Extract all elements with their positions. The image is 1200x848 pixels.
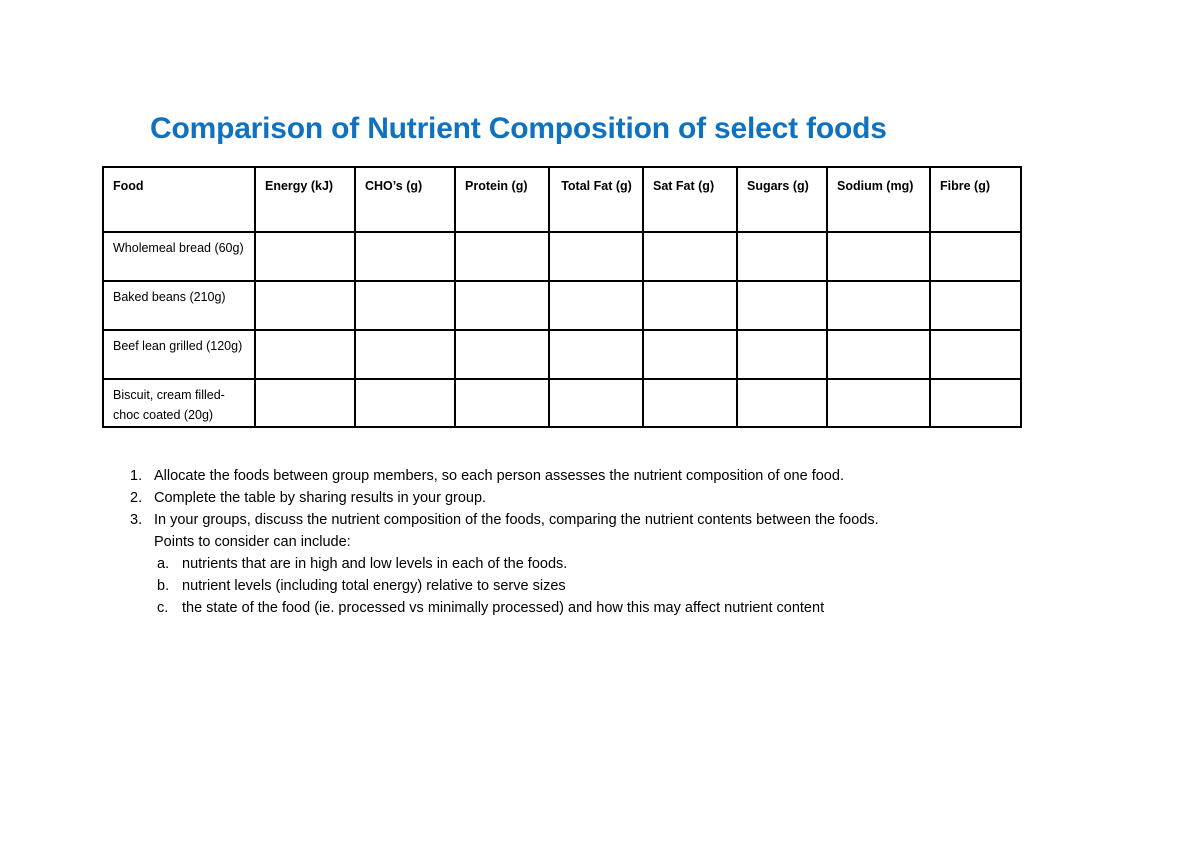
empty-cell[interactable]	[355, 379, 455, 427]
header-fibre: Fibre (g)	[930, 167, 1021, 232]
table-row	[103, 232, 1021, 281]
empty-cell[interactable]	[930, 330, 1021, 379]
empty-cell[interactable]	[549, 232, 643, 281]
sub-item-letter: c.	[157, 600, 169, 616]
empty-cell[interactable]	[355, 281, 455, 330]
nutrient-table	[102, 166, 1022, 428]
empty-cell[interactable]	[355, 232, 455, 281]
empty-cell[interactable]	[643, 330, 737, 379]
table-row	[103, 330, 1021, 379]
food-cell: Beef lean grilled (120g)	[103, 330, 255, 379]
header-cho: CHO’s (g)	[355, 167, 455, 232]
instruction-item	[130, 509, 1130, 553]
empty-cell[interactable]	[455, 379, 549, 427]
sub-item	[130, 575, 1130, 597]
instruction-text: Complete the table by sharing results in your group.	[154, 490, 487, 506]
empty-cell[interactable]	[827, 232, 930, 281]
instruction-subheading: Points to consider can include:	[154, 534, 351, 550]
instruction-sublist	[130, 553, 1130, 619]
empty-cell[interactable]	[549, 281, 643, 330]
food-cell: Baked beans (210g)	[103, 281, 255, 330]
instruction-item	[130, 487, 1130, 509]
table-row	[103, 281, 1021, 330]
instruction-number: 3.	[130, 512, 143, 528]
sub-item-letter: a.	[157, 556, 170, 572]
empty-cell[interactable]	[255, 281, 355, 330]
sub-item-text: nutrients that are in high and low levels in each of the foods.	[182, 556, 568, 572]
empty-cell[interactable]	[455, 281, 549, 330]
empty-cell[interactable]	[255, 330, 355, 379]
instruction-number: 2.	[130, 490, 143, 506]
sub-item-text: the state of the food (ie. processed vs minimally processed) and how this may affect nutrient content	[182, 600, 825, 616]
table-header-row	[103, 167, 1021, 232]
empty-cell[interactable]	[455, 330, 549, 379]
instruction-sublist-wrapper	[130, 553, 1130, 619]
empty-cell[interactable]	[827, 379, 930, 427]
empty-cell[interactable]	[643, 379, 737, 427]
header-protein: Protein (g)	[455, 167, 549, 232]
empty-cell[interactable]	[255, 232, 355, 281]
header-sat-fat: Sat Fat (g)	[643, 167, 737, 232]
empty-cell[interactable]	[255, 379, 355, 427]
page-title: Comparison of Nutrient Composition of select foods	[150, 112, 887, 145]
food-cell: Wholemeal bread (60g)	[103, 232, 255, 281]
empty-cell[interactable]	[455, 232, 549, 281]
sub-item	[130, 553, 1130, 575]
instruction-number: 1.	[130, 468, 143, 484]
header-food: Food	[103, 167, 255, 232]
empty-cell[interactable]	[355, 330, 455, 379]
empty-cell[interactable]	[737, 330, 827, 379]
instruction-text: In your groups, discuss the nutrient composition of the foods, comparing the nutrient contents between the foods.	[154, 512, 879, 528]
sub-item-letter: b.	[157, 578, 170, 594]
empty-cell[interactable]	[827, 330, 930, 379]
empty-cell[interactable]	[737, 232, 827, 281]
header-sugars: Sugars (g)	[737, 167, 827, 232]
instruction-list	[130, 465, 1130, 619]
empty-cell[interactable]	[643, 281, 737, 330]
sub-item	[130, 597, 1130, 619]
table-row	[103, 379, 1021, 427]
empty-cell[interactable]	[930, 232, 1021, 281]
sub-item-text: nutrient levels (including total energy) relative to serve sizes	[182, 578, 566, 594]
header-total-fat: Total Fat (g)	[549, 167, 643, 232]
empty-cell[interactable]	[930, 281, 1021, 330]
empty-cell[interactable]	[737, 281, 827, 330]
header-sodium: Sodium (mg)	[827, 167, 930, 232]
empty-cell[interactable]	[737, 379, 827, 427]
empty-cell[interactable]	[643, 232, 737, 281]
instruction-item	[130, 465, 1130, 487]
header-energy: Energy (kJ)	[255, 167, 355, 232]
empty-cell[interactable]	[549, 330, 643, 379]
empty-cell[interactable]	[549, 379, 643, 427]
empty-cell[interactable]	[930, 379, 1021, 427]
food-cell: Biscuit, cream filled-choc coated (20g)	[103, 379, 255, 427]
instruction-text: Allocate the foods between group members, so each person assesses the nutrient composition of one food.	[154, 468, 844, 484]
empty-cell[interactable]	[827, 281, 930, 330]
